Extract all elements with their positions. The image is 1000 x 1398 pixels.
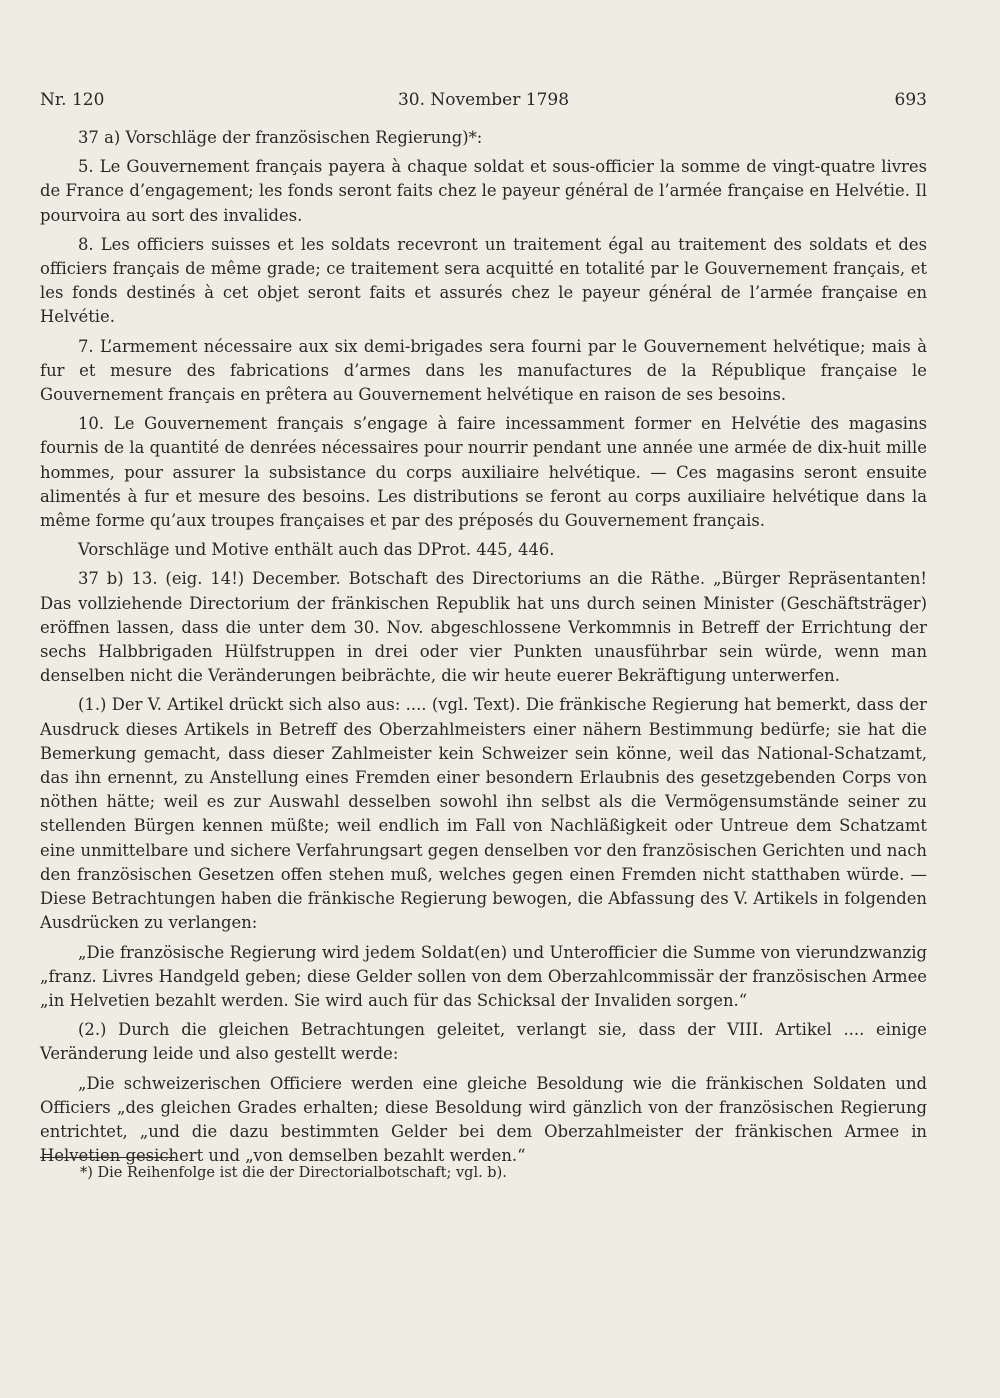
article-5-paragraph: 5. Le Gouvernement français payera à chaque soldat et sous-officier la somme de vingt-quatre livres de France d’engagement; les fonds seront faits chez le payeur général de l’armée française en Helvétie. Il pourvoira au sort des invalides. — [40, 157, 927, 225]
body-text — [40, 126, 927, 1173]
quote-article-8: „Die schweizerischen Officiere werden eine gleiche Besoldung wie die fränkischen Soldaten und Officiers „des gleichen Grades erhalten; diese Besoldung wird gänzlich von der französischen Regierung entrichtet, „und die dazu bestimmten Gelder bei dem Oberzahlmeister der fränkischen Armee in Helvetien gesichert und „von demselben bezahlt werden.“ — [40, 1073, 927, 1166]
point-1-paragraph: (1.) Der V. Artikel drückt sich also aus: .... (vgl. Text). Die fränkische Regierung hat bemerkt, dass der Ausdruck dieses Artikels in Betreff des Oberzahlmeisters einer nähern Bestimmung bedürfe; sie hat die Bemerkung gemacht, dass dieser Zahlmeister kein Schweizer sein könne, weil das National-Schatzamt, das ihn ernennt, zu Anstellung eines Fremden einer besondern Erlaubnis des gesetzgebenden Corps von nöthen hätte; weil es zur Auswahl desselben sowohl ihn selbst als die Vermögensumstände seiner zu stellenden Bürgen kennen müßte; weil endlich im Fall von Nachläßigkeit oder Untreue dem Schatzamt eine unmittelbare und sichere Verfahrungsart gegen denselben vor den französischen Gerichten und nach den französischen Gesetzen offen stehen muß, welches gegen einen Fremden nicht statthaben würde. — Diese Betrachtungen haben die fränkische Regierung bewogen, die Abfassung des V. Artikels in folgenden Ausdrücken zu verlangen: — [40, 695, 927, 933]
article-8-paragraph: 8. Les officiers suisses et les soldats recevront un traitement égal au traitement des soldats et des officiers français de même grade; ce traitement sera acquitté en totalité par le Gouvernement français, et les fonds destinés à cet objet seront faits et assurés chez le payeur général de l’armée française en Helvétie. — [40, 234, 927, 327]
running-header — [40, 90, 927, 114]
header-date: 30. November 1798 — [397, 90, 570, 110]
article-10-paragraph: 10. Le Gouvernement français s’engage à faire incessamment former en Helvétie des magasins fournis de la quantité de denrées nécessaires pour nourrir pendant une année une armée de dix-huit mille hommes, pour assurer la subsistance du corps auxiliaire helvétique. — Ces magasins seront ensuite alimentés à fur et mesure des besoins. Les distributions se feront au corps auxiliaire helvétique dans la même forme qu’aux troupes françaises et par des préposés du Gouvernement français. — [40, 414, 927, 531]
article-7-paragraph: 7. L’armement nécessaire aux six demi-brigades sera fourni par le Gouvernement helvétique; mais à fur et mesure des fabrications d’armes dans les manufactures de la République française le Gouvernement français en prêtera au Gouvernement helvétique en raison de ses besoins. — [40, 336, 927, 405]
page-number: 693 — [894, 90, 927, 110]
point-2-paragraph: (2.) Durch die gleichen Betrachtungen geleitet, verlangt sie, dass der VIII. Artikel .... einige Veränderung leide und also gestellt werde: — [40, 1020, 927, 1064]
reference-paragraph: Vorschläge und Motive enthält auch das DProt. 445, 446. — [78, 540, 555, 560]
quote-article-5: „Die französische Regierung wird jedem Soldat(en) und Unterofficier die Summe von vierundzwanzig „franz. Livres Handgeld geben; diese Gelder sollen von dem Oberzahlcommissär der französischen Armee „in Helvetien bezahlt werden. Sie wird auch für das Schicksal der Invaliden sorgen.“ — [40, 942, 927, 1010]
footnote: *) Die Reihenfolge ist die der Directorialbotschaft; vgl. b). — [80, 1165, 507, 1181]
section-heading: 37 a) Vorschläge der französischen Regierung)*: — [78, 128, 483, 147]
message-paragraph: 37 b) 13. (eig. 14!) December. Botschaft des Directoriums an die Räthe. „Bürger Repräsentanten! Das vollziehende Directorium der fränkischen Republik hat uns durch seinen Minister (Geschäftsträger) eröffnen lassen, dass die unter dem 30. Nov. abgeschlossene Verkommnis in Betreff der Errichtung der sechs Halbbrigaden Hülfstruppen in drei oder vier Punkten unausführbar sein würde, wenn man denselben nicht die Veränderungen beibrächte, die wir heute euerer Bekräftigung unterwerfen. — [40, 569, 927, 686]
footnote-rule — [40, 1157, 175, 1158]
document-number: Nr. 120 — [40, 90, 105, 110]
